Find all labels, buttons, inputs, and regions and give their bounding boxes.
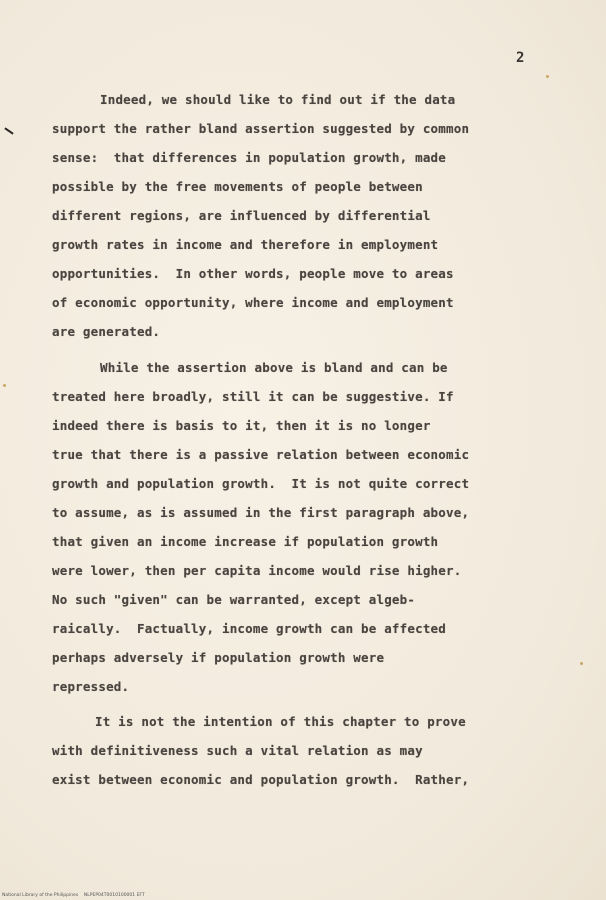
text-line: opportunities. In other words, people move to areas — [52, 266, 454, 281]
text-line: were lower, then per capita income would rise higher. — [52, 563, 462, 578]
text-line: with definitiveness such a vital relation as may — [52, 743, 423, 758]
text-line: possible by the free movements of people between — [52, 179, 423, 194]
text-line: No such "given" can be warranted, except algeb- — [52, 592, 416, 607]
margin-mark — [4, 127, 13, 134]
text-line: treated here broadly, still it can be suggestive. If — [52, 389, 454, 404]
text-line: repressed. — [52, 679, 130, 694]
text-line: true that there is a passive relation between economic — [52, 447, 470, 462]
text-line: support the rather bland assertion suggested by common — [52, 121, 470, 136]
text-line: While the assertion above is bland and can be — [100, 360, 448, 375]
text-line: indeed there is basis to it, then it is no longer — [52, 418, 431, 433]
text-line: perhaps adversely if population growth were — [52, 650, 385, 665]
text-line: growth rates in income and therefore in employment — [52, 237, 439, 252]
text-line: exist between economic and population growth. Rather, — [52, 772, 470, 787]
text-line: sense: that differences in population growth, made — [52, 150, 447, 165]
ink-speck — [546, 75, 549, 78]
ink-speck — [3, 384, 6, 387]
text-line: that given an income increase if population growth — [52, 534, 439, 549]
text-line: Indeed, we should like to find out if the data — [100, 92, 456, 107]
text-line: of economic opportunity, where income and employment — [52, 295, 454, 310]
text-line: to assume, as is assumed in the first paragraph above, — [52, 505, 470, 520]
page-number: 2 — [516, 50, 525, 66]
archive-footer: National Library of the Philippines NLPEP04T0010100001 EFT — [2, 893, 145, 898]
text-line: different regions, are influenced by differential — [52, 208, 431, 223]
ink-speck — [580, 662, 583, 665]
text-line: raically. Factually, income growth can be affected — [52, 621, 447, 636]
text-line: growth and population growth. It is not quite correct — [52, 476, 470, 491]
text-line: It is not the intention of this chapter to prove — [95, 714, 466, 729]
text-line: are generated. — [52, 324, 161, 339]
